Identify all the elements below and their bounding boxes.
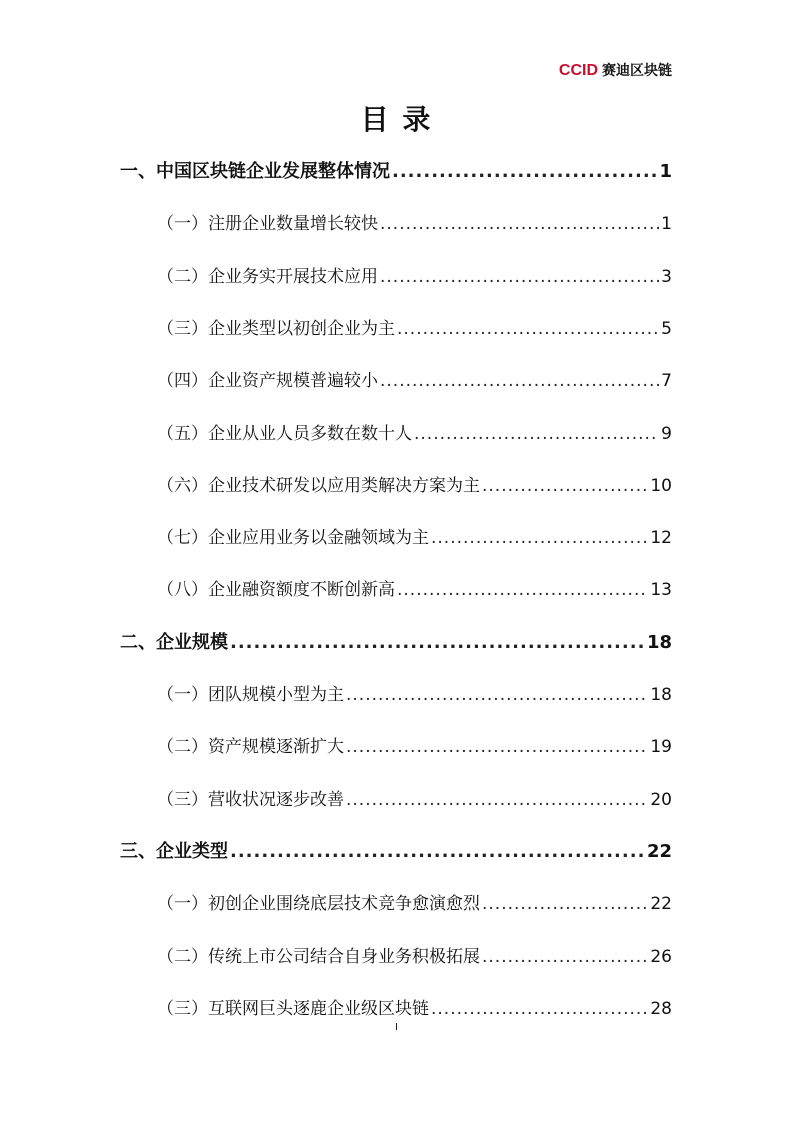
toc-page-number: 22 <box>650 894 672 915</box>
toc-leader-dots <box>346 737 648 757</box>
toc-entry-label: （六）企业技术研发以应用类解决方案为主 <box>157 475 480 496</box>
toc-entry-label: （三）营收状况逐步改善 <box>157 789 344 810</box>
toc-page-number: 3 <box>661 266 672 287</box>
toc-subsection-entry[interactable] <box>157 994 672 1020</box>
toc-entry-label: （二）企业务实开展技术应用 <box>157 266 378 287</box>
toc-subsection-entry[interactable] <box>157 523 672 549</box>
toc-entry-label: 三、企业类型 <box>120 840 228 862</box>
toc-leader-dots <box>397 580 648 600</box>
toc-entry-label: 二、企业规模 <box>120 631 228 653</box>
toc-entry-label: （二）资产规模逐渐扩大 <box>157 737 344 758</box>
toc-page-number: 19 <box>650 737 672 758</box>
toc-entry-label: （四）企业资产规模普遍较小 <box>157 371 378 392</box>
toc-page-number: 18 <box>650 685 672 705</box>
toc-page-number: 20 <box>650 789 672 810</box>
toc-entry-label: （一）初创企业围绕底层技术竞争愈演愈烈 <box>157 894 480 915</box>
toc-page-number: 28 <box>650 998 672 1019</box>
toc-entry-label: （三）企业类型以初创企业为主 <box>157 318 395 339</box>
toc-entry-label: （三）互联网巨头逐鹿企业级区块链 <box>157 998 429 1019</box>
toc-page-number: 26 <box>650 946 672 967</box>
toc-leader-dots <box>346 790 648 810</box>
toc-entry-label: 一、中国区块链企业发展整体情况 <box>120 161 390 182</box>
toc-subsection-entry[interactable] <box>157 942 672 968</box>
toc-entry-label: （八）企业融资额度不断创新高 <box>157 580 395 601</box>
toc-page-number: 22 <box>646 840 672 862</box>
toc-leader-dots <box>431 999 648 1019</box>
toc-page-number: 7 <box>661 371 672 392</box>
toc-subsection-entry[interactable] <box>157 366 672 392</box>
toc-subsection-entry[interactable] <box>157 314 672 340</box>
toc-leader-dots <box>482 894 648 914</box>
toc-subsection-entry[interactable] <box>157 471 672 497</box>
toc-leader-dots <box>431 528 648 548</box>
toc-entry-label: （一）注册企业数量增长较快 <box>157 214 378 235</box>
toc-section-entry[interactable] <box>120 837 672 863</box>
toc-page-number: 9 <box>661 423 672 444</box>
toc-subsection-entry[interactable] <box>157 419 672 445</box>
toc-leader-dots <box>380 267 659 287</box>
toc-subsection-entry[interactable] <box>157 785 672 811</box>
toc-subsection-entry[interactable] <box>157 575 672 601</box>
toc-leader-dots <box>392 161 657 182</box>
brand-logo-text: CCID <box>558 62 598 79</box>
toc-section-entry[interactable] <box>120 628 672 654</box>
toc-leader-dots <box>414 424 659 444</box>
toc-subsection-entry[interactable] <box>157 889 672 915</box>
toc-leader-dots <box>482 476 648 496</box>
toc-page-number: 18 <box>646 631 672 653</box>
toc-subsection-entry[interactable] <box>157 680 672 706</box>
toc-entry-label: （五）企业从业人员多数在数十人 <box>157 423 412 444</box>
toc-subsection-entry[interactable] <box>157 262 672 288</box>
toc-entry-label: （二）传统上市公司结合自身业务积极拓展 <box>157 946 480 967</box>
toc-leader-dots <box>230 632 645 653</box>
toc-entry-label: （一）团队规模小型为主 <box>157 685 344 705</box>
toc-page-number: 5 <box>661 318 672 339</box>
toc-subsection-entry[interactable] <box>157 209 672 235</box>
toc-page-number: 1 <box>661 214 672 235</box>
toc-subsection-entry[interactable] <box>157 732 672 758</box>
page-number: I <box>395 1022 398 1033</box>
toc-leader-dots <box>482 947 648 967</box>
toc-leader-dots <box>346 685 648 705</box>
toc-leader-dots <box>380 371 659 391</box>
toc-page-number: 10 <box>650 475 672 496</box>
toc-leader-dots <box>397 319 659 339</box>
brand-name: 赛迪区块链 <box>602 63 672 79</box>
toc-page-number: 1 <box>659 161 672 182</box>
toc-leader-dots <box>230 841 645 862</box>
toc-page-number: 12 <box>650 528 672 549</box>
toc-leader-dots <box>380 214 659 234</box>
toc-entry-label: （七）企业应用业务以金融领域为主 <box>157 528 429 549</box>
toc-section-entry[interactable] <box>120 157 672 183</box>
page-header <box>559 60 672 80</box>
page-title: 目 录 <box>360 103 433 136</box>
toc-page-number: 13 <box>650 580 672 601</box>
